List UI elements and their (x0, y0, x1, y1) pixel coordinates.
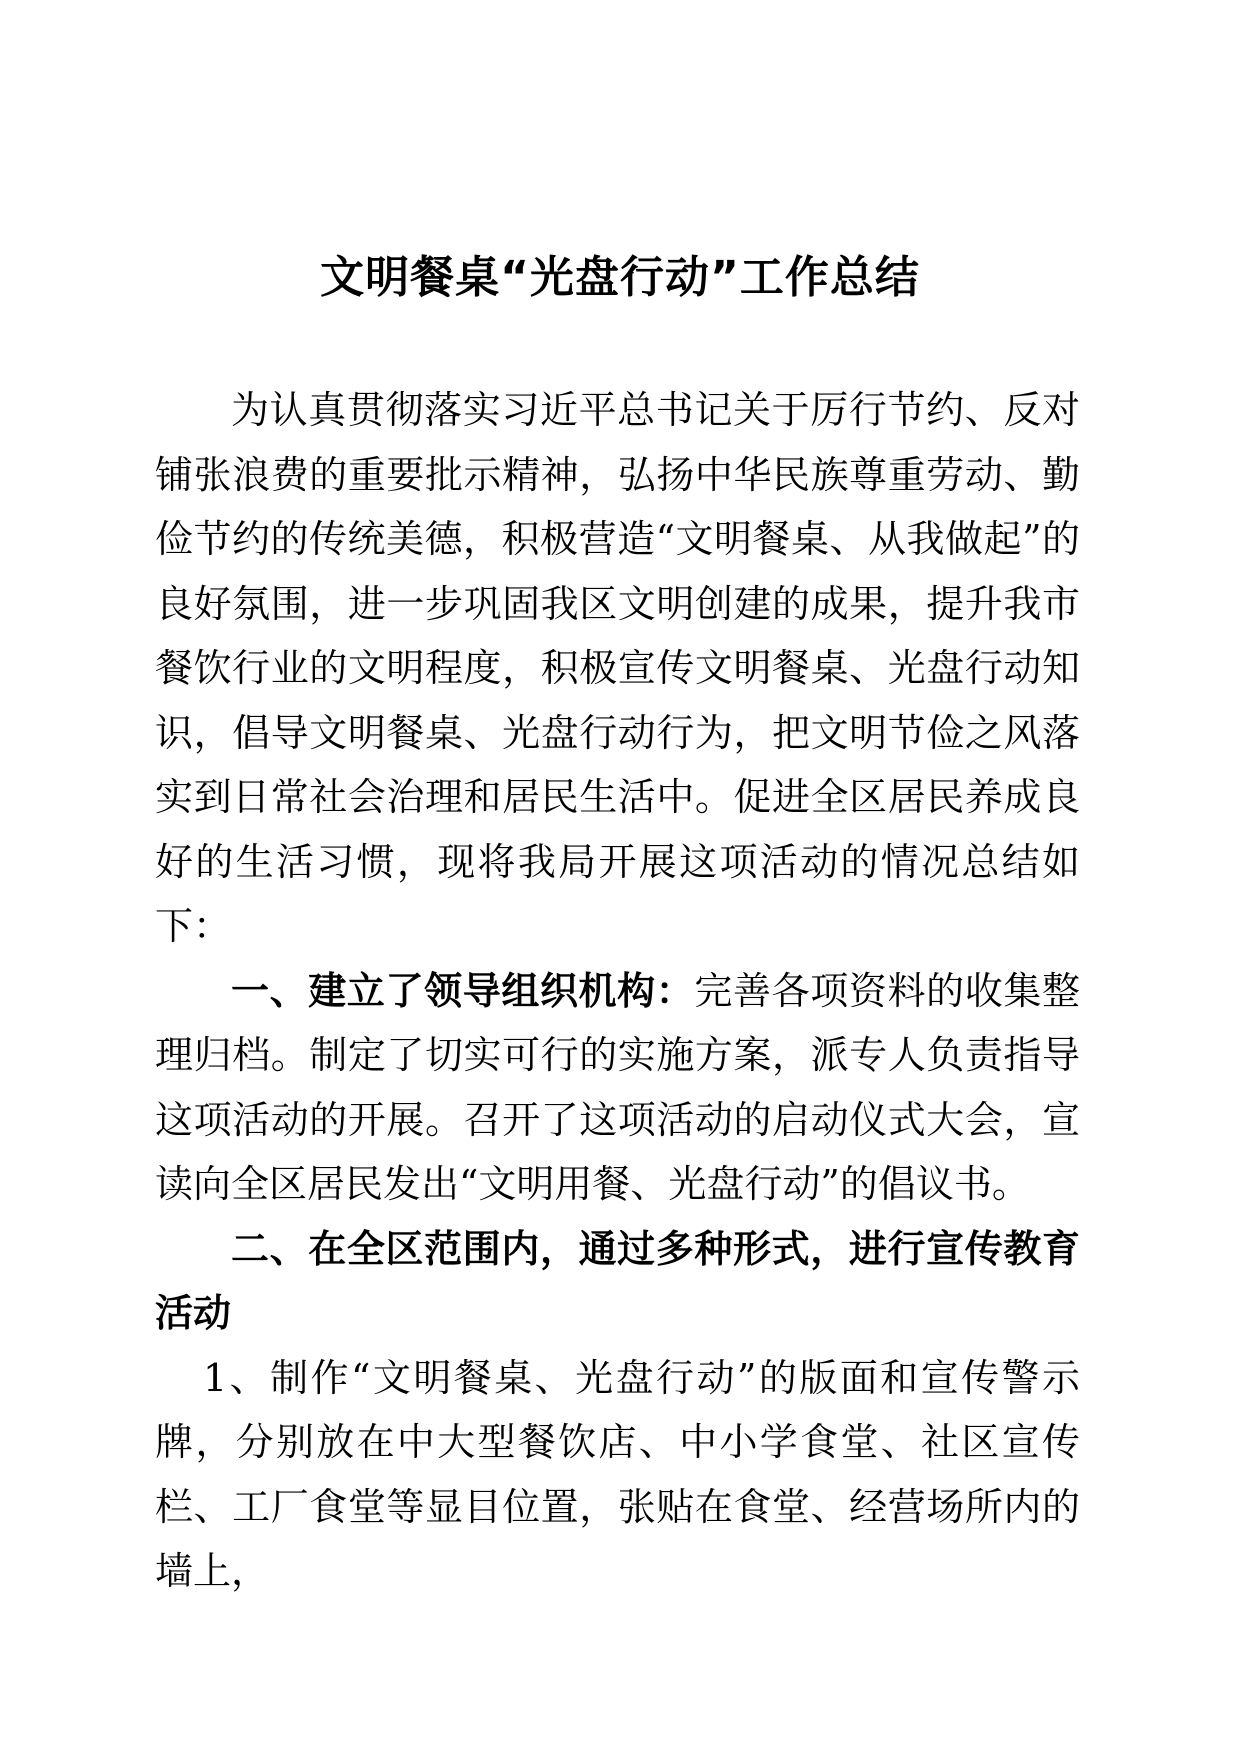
document-title: 文明餐桌“光盘行动”工作总结 (320, 252, 920, 303)
section-1-text: 完善各项资料的收集整理归档。制定了切实可行的实施方案，派专人负责指导这项活动的开展。召开了这项活动的启动仪式大会，宣读向全区居民发出“文明用餐、光盘行动”的倡议书。 (155, 968, 1080, 1206)
intro-paragraph: 为认真贯彻落实习近平总书记关于厉行节约、反对铺张浪费的重要批示精神，弘扬中华民族尊重劳动、勤俭节约的传统美德，积极营造“文明餐桌、从我做起”的良好氛围，进一步巩固我区文明创建的成果，提升我市餐饮行业的文明程度，积极宣传文明餐桌、光盘行动知识，倡导文明餐桌、光盘行动行为，把文明节俭之风落实到日常社会治理和居民生活中。促进全区居民养成良好的生活习惯，现将我局开展这项活动的情况总结如下： (155, 388, 1080, 948)
item-1-paragraph: 1、制作“文明餐桌、光盘行动”的版面和宣传警示牌，分别放在中大型餐饮店、中小学食堂、社区宣传栏、工厂食堂等显目位置，张贴在食堂、经营场所内的墙上， (155, 1355, 1080, 1593)
document-body (155, 378, 1080, 1604)
section-2-heading: 二、在全区范围内，通过多种形式，进行宣传教育活动 (155, 1226, 1080, 1335)
section-1-heading: 一、建立了领导组织机构： (231, 968, 695, 1013)
section-1-paragraph (155, 959, 1080, 1217)
